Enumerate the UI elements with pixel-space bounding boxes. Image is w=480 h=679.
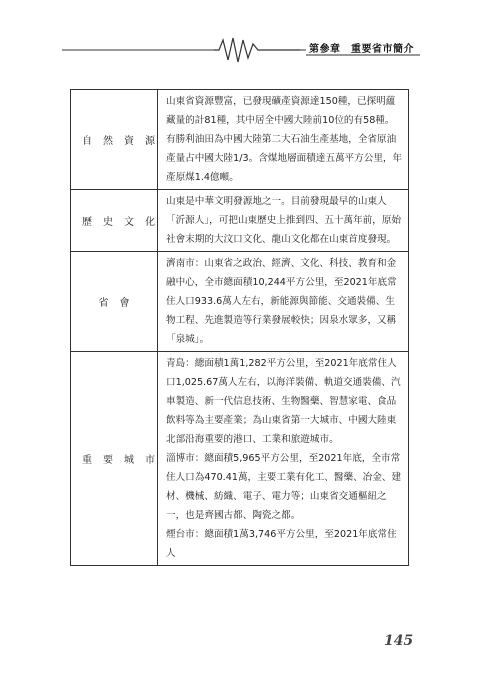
table-row (71, 352, 409, 566)
paragraph-qingdao: 青島：總面積1萬1,282平方公里，至2021年底常住人口1,025.67萬人左右，以海洋裝備、軌道交通裝備、汽車製造、新一代信息技術、生物醫藥、智慧家電、食品飲料等為主要產業；為山東省第一大城市、中國大陸東北部沿海重要的港口、工業和旅遊城市。 (166, 358, 401, 445)
chapter-title: 第參章 重要省市簡介 (309, 44, 414, 55)
row-content-natural-resources (158, 90, 409, 190)
info-table (70, 89, 409, 566)
table-row (71, 252, 409, 352)
row-content-major-cities (158, 352, 409, 566)
page-header (0, 0, 480, 70)
paragraph: 山東省資源豐富，已發現礦產資源達150種，已探明蘊藏量的計81種，其中居全中國大陸前10位的有58種。有勝利油田為中國大陸第二大石油生產基地，全省原油產量占中國大陸1/3。含煤地層面積達五萬平方公里，年產原煤1.4億噸。 (166, 96, 403, 183)
row-label-major-cities: 重要城市 (71, 352, 158, 566)
row-label-history-culture: 歷史文化 (71, 190, 158, 252)
paragraph: 山東是中華文明發源地之一。目前發現最早的山東人「沂源人」，可把山東歷史上推到四、五十萬年前，原始社會末期的大汶口文化、龍山文化都在山東首度發現。 (166, 196, 402, 245)
row-content-capital (158, 252, 409, 352)
row-label-natural-resources: 自然資源 (71, 90, 158, 190)
header-rule-graphic (0, 0, 480, 70)
page-number: 145 (384, 633, 414, 649)
table-row (71, 190, 409, 252)
row-content-history-culture (158, 190, 409, 252)
paragraph-yantai: 煙台市：總面積1萬3,746平方公里，至2021年底常住人 (166, 529, 397, 559)
paragraph: 濟南市：山東省之政治、經濟、文化、科技、教育和金融中心，全市總面積10,244平方公里，至2021年底常住人口933.6萬人左右，新能源與節能、交通裝備、生物工程、先進製造等行業發展較快；因泉水眾多，又稱「泉城」。 (166, 258, 397, 345)
pulse-line-icon (214, 38, 300, 62)
table-row (71, 90, 409, 190)
paragraph-zibo: 淄博市：總面積5,965平方公里，至2021年底，全市常住人口為470.41萬，主要工業有化工、醫藥、冶金、建材、機械、紡織、電子、電力等；山東省交通樞紐之一，也是齊國古都、陶瓷之都。 (166, 453, 402, 521)
row-label-capital: 省會 (71, 252, 158, 352)
